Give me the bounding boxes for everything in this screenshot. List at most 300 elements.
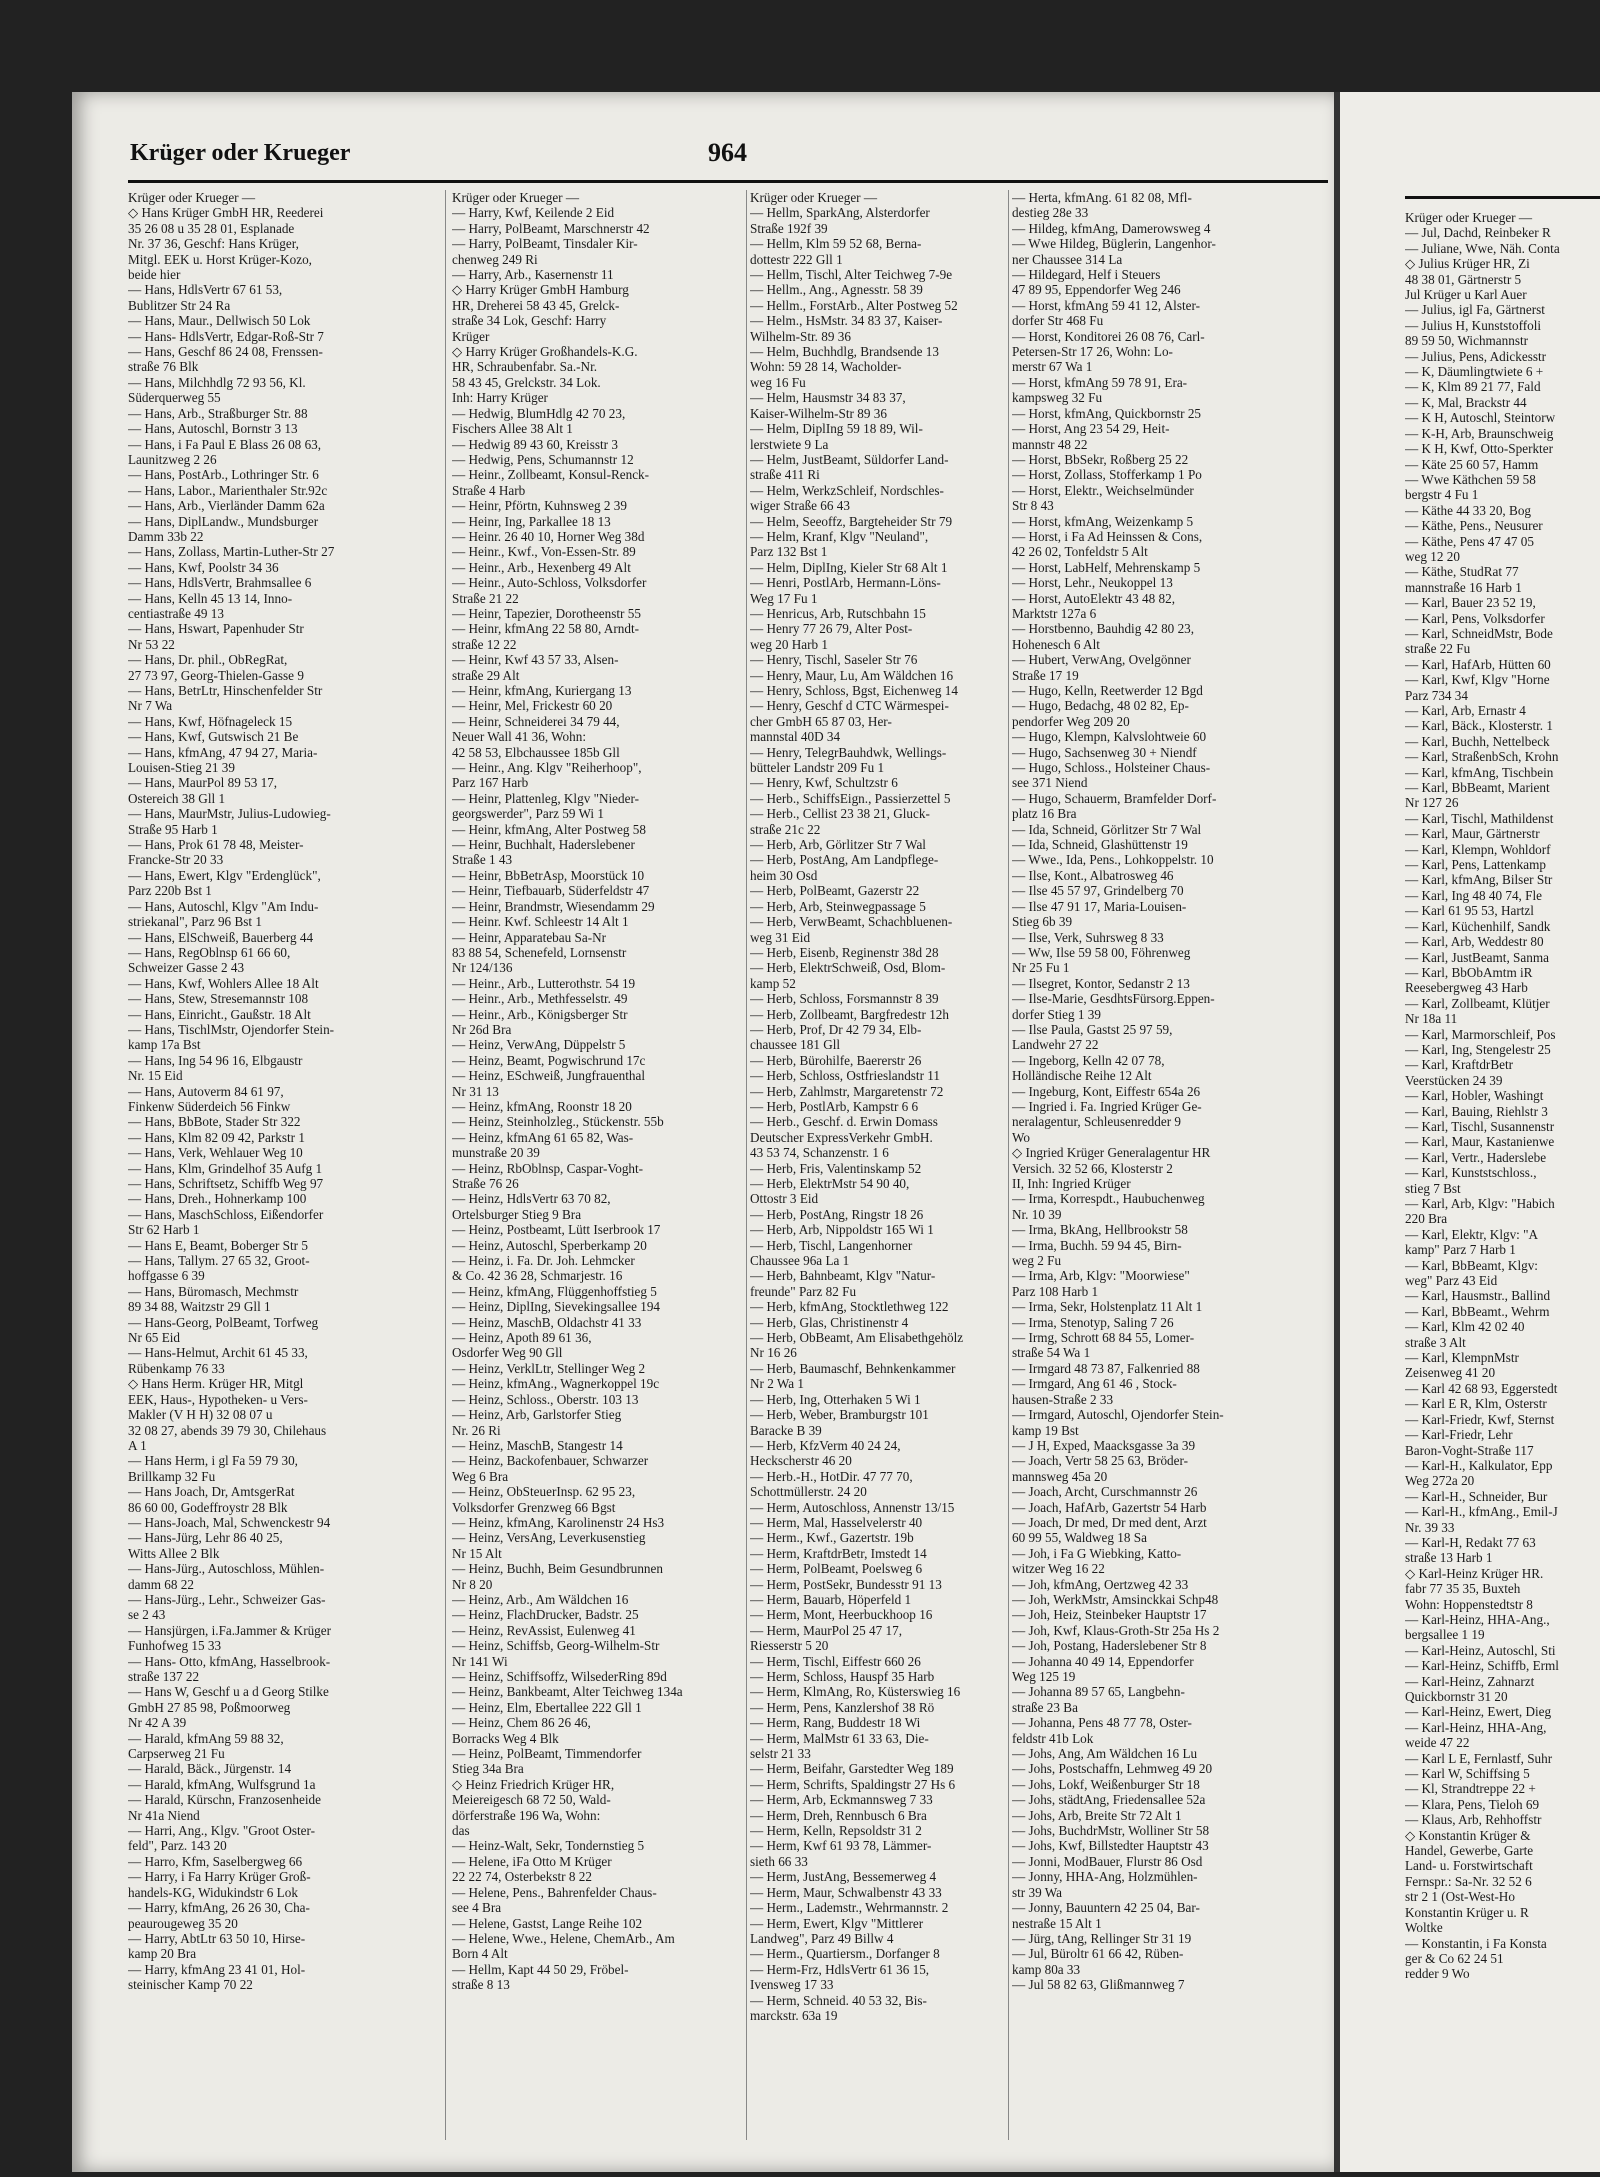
directory-entry-line: 42 58 53, Elbchaussee 185b Gll [452, 744, 620, 760]
directory-entry-line: — Heinr, Schneiderei 34 79 44, [452, 713, 620, 729]
directory-entry-line: — Ww, Ilse 59 58 00, Föhrenweg [1012, 944, 1191, 960]
directory-entry-line: mannstraße 16 Harb 1 [1405, 579, 1522, 595]
directory-entry-line: — Hans, Arb., Vierländer Damm 62a [128, 498, 325, 514]
directory-entry-line: 83 88 54, Schenefeld, Lornsenstr [452, 944, 627, 960]
directory-entry-line: — Hans, Milchhdlg 72 93 56, Kl. [128, 374, 306, 390]
directory-entry-line: — Jonny, Bauuntern 42 25 04, Bar- [1012, 1900, 1200, 1916]
directory-entry-line: — Herb, Tischl, Langenhorner [750, 1237, 913, 1253]
directory-entry-line: Meiereigesch 68 72 50, Wald- [452, 1792, 611, 1808]
directory-entry-line: — Heinz, Bankbeamt, Alter Teichweg 134a [452, 1684, 683, 1700]
directory-entry-line: damm 68 22 [128, 1576, 194, 1592]
directory-entry-line: — Heinz, Chem 86 26 46, [452, 1715, 591, 1731]
directory-entry-line: — Herb, Arb, Steinwegpassage 5 [750, 898, 926, 914]
directory-entry-line: — Heinr. Kwf. Schleestr 14 Alt 1 [452, 914, 629, 930]
directory-entry-line: das [452, 1823, 470, 1839]
directory-entry-line: — Karl, Kwf, Klgv "Horne [1405, 672, 1550, 688]
page-number: 964 [708, 138, 747, 167]
directory-entry-line: stieg 7 Bst [1405, 1180, 1461, 1196]
directory-entry-line: — Heinr., Kwf., Von-Essen-Str. 89 [452, 544, 636, 560]
directory-entry-line: — Heinz, Backofenbauer, Schwarzer [452, 1453, 649, 1469]
directory-entry-line: — Heinr, Tapezier, Dorotheenstr 55 [452, 605, 641, 621]
directory-entry-line: Nr 8 20 [452, 1576, 493, 1592]
directory-entry-line: — Horst, Zollass, Stofferkamp 1 Po [1012, 467, 1202, 483]
directory-entry-line: — Horst, i Fa Ad Heinssen & Cons, [1012, 528, 1203, 544]
directory-entry-line: — Julius, igl Fa, Gärtnerst [1405, 302, 1545, 318]
directory-entry-line: — Heinz, DiplIng, Sievekingsallee 194 [452, 1299, 661, 1315]
directory-entry-line: Jul Krüger u Karl Auer [1405, 287, 1527, 303]
directory-entry-line: Mitgl. EEK u. Horst Krüger-Kozo, [128, 251, 312, 267]
directory-entry-line: — Johs, städtAng, Friedensallee 52a [1012, 1792, 1206, 1808]
directory-entry-line: straße 54 Wa 1 [1012, 1345, 1091, 1361]
directory-entry-line: — Konstantin, i Fa Konsta [1405, 1935, 1547, 1951]
directory-entry-line: straße 29 Alt [452, 667, 520, 683]
directory-entry-line: Nr 41a Niend [128, 1807, 200, 1823]
directory-entry-line: — Horst, Ang 23 54 29, Heit- [1012, 421, 1170, 437]
directory-entry-line: — Heinr., Zollbeamt, Konsul-Renck- [452, 467, 650, 483]
directory-entry-line: — Irma, Arb, Klgv: "Moorwiese" [1012, 1268, 1190, 1284]
directory-entry-line: — Hans, Geschf 86 24 08, Frenssen- [128, 344, 323, 360]
directory-entry-line: — Helm, WerkzSchleif, Nordschles- [750, 482, 944, 498]
directory-entry-line: — Heinz, RevAssist, Eulenweg 41 [452, 1622, 636, 1638]
directory-entry-line: ◇ Hans Krüger GmbH HR, Reederei [128, 205, 324, 221]
directory-entry-line: & Co. 42 36 28, Schmarjestr. 16 [452, 1268, 623, 1284]
directory-entry-line: — Hans, DiplLandw., Mundsburger [128, 513, 319, 529]
directory-entry-line: — Harry, kfmAng 23 41 01, Hol- [128, 1961, 306, 1977]
directory-entry-line: — Helm, DiplIng, Kieler Str 68 Alt 1 [750, 559, 948, 575]
directory-entry-line: — Herb, Schloss, Ostfrieslandstr 11 [750, 1068, 940, 1084]
directory-entry-line: — Karl 42 68 93, Eggerstedt [1405, 1380, 1558, 1396]
directory-entry-line: neralagentur, Schleusenredder 9 [1012, 1114, 1182, 1130]
directory-entry-line: Konstantin Krüger u. R [1405, 1904, 1529, 1920]
directory-entry-line: Nr. 37 36, Geschf: Hans Krüger, [128, 236, 299, 252]
directory-entry-line: — Heinz, Buchh, Beim Gesundbrunnen [452, 1561, 663, 1577]
directory-entry-line: — Karl, Bauing, Riehlstr 3 [1405, 1103, 1548, 1119]
directory-entry-line: — Heinz, Arb., Am Wäldchen 16 [452, 1591, 629, 1607]
directory-entry-line: — Helm, Kranf, Klgv "Neuland", [750, 528, 929, 544]
directory-entry-line: — Karl, Ing 48 40 74, Fle [1405, 887, 1542, 903]
column-divider [746, 190, 747, 2140]
directory-entry-line: — Karl-H, Redakt 77 63 [1405, 1534, 1536, 1550]
directory-entry-line: Weg 125 19 [1012, 1669, 1076, 1684]
directory-entry-line: — Jul, Büroltr 61 66 42, Rüben- [1012, 1946, 1184, 1962]
directory-entry-line: Straße 21 22 [452, 590, 519, 606]
directory-entry-line: — K, Klm 89 21 77, Fald [1405, 379, 1541, 395]
directory-entry-line: — Johs, BuchdrMstr, Wolliner Str 58 [1012, 1823, 1210, 1839]
directory-entry-line: — Hans, Dr. phil., ObRegRat, [128, 652, 288, 668]
directory-entry-line: weg" Parz 43 Eid [1405, 1273, 1498, 1289]
directory-entry-line: — Karl W, Schiffsing 5 [1405, 1766, 1530, 1782]
directory-entry-line: straße 411 Ri [750, 467, 820, 483]
directory-entry-line: Wohn: 59 28 14, Wacholder- [750, 359, 902, 375]
directory-entry-line: — Karl-Heinz, Zahnarzt [1405, 1673, 1535, 1689]
directory-entry-line: — Herm, Schrifts, Spaldingstr 27 Hs 6 [750, 1776, 956, 1792]
directory-entry-line: — Heinr, Ing, Parkallee 18 13 [452, 513, 611, 529]
directory-entry-line: — Hans, Hswart, Papenhuder Str [128, 621, 304, 637]
directory-entry-line: — Hans- HdlsVertr, Edgar-Roß-Str 7 [128, 328, 324, 344]
directory-entry-line: Ottostr 3 Eid [750, 1191, 819, 1207]
directory-entry-line: — Hans, TischlMstr, Ojendorfer Stein- [128, 1021, 335, 1037]
directory-entry-line: — Henricus, Arb, Rutschbahn 15 [750, 605, 926, 621]
directory-entry-line: — Harry, i Fa Harry Krüger Groß- [128, 1869, 311, 1885]
directory-entry-line: — Heinz, Schiffsoffz, WilsederRing 89d [452, 1669, 667, 1684]
directory-entry-line: — Herm, Pens, Kanzlershof 38 Rö [750, 1699, 935, 1715]
directory-entry-line: — Johs, Arb, Breite Str 72 Alt 1 [1012, 1807, 1182, 1823]
directory-entry-line: steinischer Kamp 70 22 [128, 1977, 253, 1993]
directory-entry-line: — Karl-Heinz, HHA-Ang., [1405, 1611, 1550, 1627]
directory-entry-line: — Joh, Postang, Haderslebener Str 8 [1012, 1638, 1207, 1654]
directory-entry-line: 86 60 00, Godeffroystr 28 Blk [128, 1499, 288, 1515]
directory-entry-line: — Karl L E, Fernlastf, Suhr [1405, 1750, 1553, 1766]
directory-entry-line: Neuer Wall 41 36, Wohn: [452, 729, 587, 745]
column-divider [445, 190, 446, 2140]
directory-entry-line: — Hans-Jürg., Lehr., Schweizer Gas- [128, 1591, 326, 1607]
directory-entry-line: Land- u. Forstwirtschaft [1405, 1858, 1533, 1874]
directory-entry-line: chenweg 249 Ri [452, 251, 538, 267]
directory-entry-line: — Heinz, VersAng, Leverkusenstieg [452, 1530, 646, 1546]
directory-entry-line: ◇ Heinz Friedrich Krüger HR, [452, 1776, 615, 1792]
directory-entry-line: — Klaus, Arb, Rehhoffstr [1405, 1812, 1542, 1828]
directory-entry-line: Ostereich 38 Gll 1 [128, 790, 226, 806]
directory-entry-line: — Harry, AbtLtr 63 50 10, Hirse- [128, 1930, 306, 1946]
directory-entry-line: 58 43 45, Grelckstr. 34 Lok. [452, 374, 601, 390]
directory-column-5 [1405, 210, 1600, 1982]
directory-entry-line: dottestr 222 Gll 1 [750, 251, 843, 267]
directory-entry-line: Born 4 Alt [452, 1946, 508, 1962]
directory-entry-line: — Heinz, PolBeamt, Timmendorfer [452, 1746, 642, 1762]
directory-entry-line: feld", Parz. 143 20 [128, 1838, 227, 1854]
directory-entry-line: — Heinz, ObSteuerInsp. 62 95 23, [452, 1484, 636, 1500]
directory-entry-line: — Heinz, VerklLtr, Stellinger Weg 2 [452, 1360, 646, 1376]
directory-entry-line: straße 76 Blk [128, 359, 199, 375]
directory-entry-line: — Heinr, kfmAng, Alter Postweg 58 [452, 821, 646, 837]
directory-entry-line: 43 53 74, Schanzenstr. 1 6 [750, 1145, 889, 1161]
directory-entry-line: Deutscher ExpressVerkehr GmbH. [750, 1129, 933, 1145]
directory-entry-line: — Herb, KfzVerm 40 24 24, [750, 1437, 901, 1453]
directory-entry-line: — Harald, Bäck., Jürgenstr. 14 [128, 1761, 292, 1777]
directory-entry-line: — Hildeg, kfmAng, Damerowsweg 4 [1012, 220, 1211, 236]
directory-entry-line: — Joach, Dr med, Dr med dent, Arzt [1012, 1514, 1207, 1530]
directory-entry-line: bütteler Landstr 209 Fu 1 [750, 760, 885, 776]
directory-entry-line: — Hans, HdlsVertr, Brahmsallee 6 [128, 575, 312, 591]
directory-entry-line: — Herb, Arb, Nippoldstr 165 Wi 1 [750, 1222, 934, 1238]
directory-entry-line: — Heinz, HdlsVertr 63 70 82, [452, 1191, 611, 1207]
directory-entry-line: — Julius H, Kunststoffoli [1405, 317, 1542, 333]
directory-entry-line: straße 13 Harb 1 [1405, 1550, 1493, 1566]
directory-entry-line: — Horst, kfmAng, Quickbornstr 25 [1012, 405, 1202, 421]
directory-entry-line: — Horstbenno, Bauhdig 42 80 23, [1012, 621, 1195, 637]
directory-entry-line: centiastraße 49 13 [128, 605, 224, 621]
directory-entry-line: — Hellm, Kapt 44 50 29, Fröbel- [452, 1961, 629, 1977]
directory-entry-line: weg 2 Fu [1012, 1253, 1062, 1269]
directory-entry-line: — Horst, Lehr., Neukoppel 13 [1012, 575, 1173, 591]
directory-entry-line: — Heinr., Arb., Methfesselstr. 49 [452, 991, 628, 1007]
directory-entry-line: Baron-Voght-Straße 117 [1405, 1442, 1534, 1458]
directory-entry-line: Baracke B 39 [750, 1422, 822, 1438]
directory-entry-line: — Helene, Pens., Bahrenfelder Chaus- [452, 1884, 657, 1900]
directory-entry-line: — Heinz, Postbeamt, Lütt Iserbrook 17 [452, 1222, 661, 1238]
directory-entry-line: straße 8 13 [452, 1977, 510, 1993]
directory-entry-line: — Herb., Cellist 23 38 21, Gluck- [750, 806, 930, 822]
directory-entry-line: GmbH 27 85 98, Poßmoorweg [128, 1699, 291, 1715]
directory-entry-line: — Karl, Arb, Klgv: "Habich [1405, 1196, 1555, 1211]
directory-entry-line: Chaussee 96a La 1 [750, 1253, 850, 1269]
directory-entry-line: — Hans, Ewert, Klgv "Erdenglück", [128, 867, 321, 883]
directory-entry-line: selstr 21 33 [750, 1746, 811, 1762]
directory-entry-line: — Hans, Büromasch, Mechmstr [128, 1283, 299, 1299]
directory-entry-line: weg 20 Harb 1 [750, 636, 829, 652]
directory-entry-line: — Herm, Schneid. 40 53 32, Bis- [750, 1992, 927, 2008]
directory-entry-line: — Hellm, Tischl, Alter Teichweg 7-9e [750, 267, 953, 283]
directory-entry-line: — Heinr., Auto-Schloss, Volksdorfer [452, 575, 647, 591]
directory-entry-line: — Karl, Zollbeamt, Klütjer [1405, 995, 1550, 1011]
directory-entry-line: weg 31 Eid [750, 929, 811, 945]
directory-entry-line: — Ilse Paula, Gastst 25 97 59, [1012, 1021, 1173, 1037]
directory-entry-line: Weg 17 Fu 1 [750, 590, 818, 606]
directory-entry-line: — Herb, VerwBeamt, Schachbluenen- [750, 914, 953, 930]
directory-entry-line: — Henri, PostlArb, Hermann-Löns- [750, 575, 941, 591]
directory-entry-line: — Helene, Wwe., Helene, ChemArb., Am [452, 1930, 675, 1946]
directory-entry-line: — Heinr, Plattenleg, Klgv "Nieder- [452, 790, 639, 806]
directory-entry-line: Süderquerweg 55 [128, 390, 221, 406]
directory-entry-line: dorfer Stieg 1 39 [1012, 1006, 1101, 1022]
directory-entry-line: — Heinr, Apparatebau Sa-Nr [452, 929, 607, 945]
directory-entry-line: — Herb, Schloss, Forsmannstr 8 39 [750, 991, 939, 1007]
directory-entry-line: — Käthe, Pens., Neusurer [1405, 518, 1543, 534]
directory-entry-line: — Heinz, Steinholzleg., Stückenstr. 55b [452, 1114, 664, 1130]
directory-entry-line: Nr 15 Alt [452, 1545, 502, 1561]
directory-entry-line: — Hedwig, BlumHdlg 42 70 23, [452, 405, 626, 421]
directory-entry-line: — Horst, Konditorei 26 08 76, Carl- [1012, 328, 1205, 344]
directory-entry-line: kamp 20 Bra [128, 1946, 197, 1962]
directory-entry-line: — Johanna, Pens 48 77 78, Oster- [1012, 1715, 1192, 1731]
directory-entry-line: — Hans-Helmut, Archit 61 45 33, [128, 1345, 308, 1361]
directory-entry-line: Hohenesch 6 Alt [1012, 636, 1100, 652]
directory-entry-line: ner Chaussee 314 La [1012, 251, 1123, 267]
directory-entry-line: — Hans, Kwf, Gutswisch 21 Be [128, 729, 299, 745]
directory-entry-line: — Heinz, Beamt, Pogwischrund 17c [452, 1052, 646, 1068]
directory-entry-line: EEK, Haus-, Hypotheken- u Vers- [128, 1391, 308, 1407]
directory-entry-line: 35 26 08 u 35 28 01, Esplanade [128, 220, 295, 236]
directory-entry-line: — Joh, Kwf, Klaus-Groth-Str 25a Hs 2 [1012, 1622, 1220, 1638]
directory-entry-line: — Karl-Friedr, Lehr [1405, 1427, 1513, 1443]
directory-entry-line: — Herb, Baumaschf, Behnkenkammer [750, 1360, 956, 1376]
directory-entry-line: — Heinr, kfmAng, Kuriergang 13 [452, 683, 632, 698]
directory-entry-line: — Herb, Bürohilfe, Baererstr 26 [750, 1052, 922, 1068]
directory-entry-line: Petersen-Str 17 26, Wohn: Lo- [1012, 344, 1173, 360]
directory-entry-line: — Karl, Küchenhilf, Sandk [1405, 918, 1551, 934]
directory-entry-line: — Herb, Zollbeamt, Bargfredestr 12h [750, 1006, 949, 1022]
directory-entry-line: — Horst, LabHelf, Mehrenskamp 5 [1012, 559, 1201, 575]
directory-entry-line: — Hans Joach, Dr, AmtsgerRat [128, 1484, 295, 1500]
directory-entry-line: Parz 734 34 [1405, 687, 1468, 703]
directory-entry-line: — Karl E R, Klm, Osterstr [1405, 1396, 1547, 1412]
directory-entry-line: Nr 31 13 [452, 1083, 499, 1099]
directory-entry-line: Straße 17 19 [1012, 667, 1079, 683]
directory-entry-line: II, Inh: Ingried Krüger [1012, 1176, 1131, 1191]
directory-entry-line: Straße 192f 39 [750, 220, 828, 236]
directory-entry-line: Krüger oder Krueger — [452, 190, 580, 205]
directory-entry-line: — Heinz, Schloss., Oberstr. 103 13 [452, 1391, 639, 1407]
directory-entry-line: — Karl, Ing, Stengelestr 25 [1405, 1041, 1551, 1057]
directory-entry-line: Nr 124/136 [452, 960, 513, 976]
directory-entry-line: Nr 141 Wi [452, 1653, 508, 1669]
directory-entry-line: — Herm, KraftdrBetr, Imstedt 14 [750, 1545, 927, 1561]
directory-entry-line: — Herm, Schloss, Hauspf 35 Harb [750, 1669, 935, 1684]
directory-entry-line: — Herm, MalMstr 61 33 63, Die- [750, 1730, 929, 1746]
directory-entry-line: hausen-Straße 2 33 [1012, 1391, 1114, 1407]
directory-entry-line: — Johs, Lokf, Weißenburger Str 18 [1012, 1776, 1200, 1792]
directory-entry-line: Nr 18a 11 [1405, 1011, 1458, 1027]
directory-entry-line: — Hans, ElSchweiß, Bauerberg 44 [128, 929, 314, 945]
directory-entry-line: kamp 80a 33 [1012, 1961, 1081, 1977]
directory-entry-line: — Heinr, Mel, Frickestr 60 20 [452, 698, 613, 714]
directory-entry-line: — Joach, HafArb, Gazertstr 54 Harb [1012, 1499, 1207, 1515]
directory-entry-line: — Herb., SchiffsEign., Passierzettel 5 [750, 790, 951, 806]
directory-entry-line: — Karl, StraßenbSch, Krohn [1405, 749, 1559, 765]
directory-entry-line: lerstwiete 9 La [750, 436, 829, 452]
directory-entry-line: Schottmüllerstr. 24 20 [750, 1484, 867, 1500]
directory-entry-line: — Hans, BbBote, Stader Str 322 [128, 1114, 301, 1130]
directory-entry-line: — Harri, Ang., Klgv. "Groot Oster- [128, 1823, 316, 1839]
directory-entry-line: — Heinz, MaschB, Stangestr 14 [452, 1437, 623, 1453]
directory-entry-line: straße 21c 22 [750, 821, 821, 837]
directory-entry-line: ◇ Harry Krüger GmbH Hamburg [452, 282, 629, 298]
directory-entry-line: weg 16 Fu [750, 374, 806, 390]
directory-entry-line: — Herb, Zahlmstr, Margaretenstr 72 [750, 1083, 944, 1099]
directory-entry-line: Parz 132 Bst 1 [750, 544, 828, 560]
directory-entry-line: — Herm., Kwf., Gazertstr. 19b [750, 1530, 914, 1546]
directory-entry-line: Nr 25 Fu 1 [1012, 960, 1070, 976]
directory-entry-line: Nr. 39 33 [1405, 1519, 1455, 1535]
directory-entry-line: Wo [1012, 1129, 1030, 1145]
directory-entry-line: striekanal", Parz 96 Bst 1 [128, 914, 262, 930]
directory-entry-line: — Heinz, kfmAng, Karolinenstr 24 Hs3 [452, 1514, 665, 1530]
directory-entry-line: — Herm, Autoschloss, Annenstr 13/15 [750, 1499, 955, 1515]
directory-entry-line: Nr 7 Wa [128, 698, 173, 714]
directory-entry-line: ◇ Karl-Heinz Krüger HR. [1405, 1565, 1544, 1581]
directory-entry-line: — Henry, TelegrBauhdwk, Wellings- [750, 744, 947, 760]
directory-entry-line: — K H, Kwf, Otto-Sperkter [1405, 441, 1553, 457]
directory-entry-line: — Heinz, VerwAng, Düppelstr 5 [452, 1037, 626, 1053]
directory-entry-line: — Karl, Pens, Volksdorfer [1405, 610, 1545, 626]
directory-entry-line: Nr 53 22 [128, 636, 175, 652]
directory-entry-line: kamp 17a Bst [128, 1037, 201, 1053]
directory-entry-line: — Irma, Stenotyp, Saling 7 26 [1012, 1314, 1174, 1330]
directory-entry-line: — Harry, PolBeamt, Tinsdaler Kir- [452, 236, 638, 252]
directory-entry-line: Veerstücken 24 39 [1405, 1072, 1503, 1088]
directory-entry-line: — Herm., Lademstr., Wehrmannstr. 2 [750, 1900, 949, 1916]
directory-entry-line: straße 23 Ba [1012, 1699, 1078, 1715]
directory-entry-line: — Heinr, Buchhalt, Haderslebener [452, 837, 635, 853]
directory-entry-line: kamp 19 Bst [1012, 1422, 1079, 1438]
directory-entry-line: — Karl-H., Kalkulator, Epp [1405, 1457, 1553, 1473]
directory-entry-line: — Hugo, Schauerm, Bramfelder Dorf- [1012, 790, 1217, 806]
directory-entry-line: — Hans, Schriftsetz, Schiffb Weg 97 [128, 1176, 324, 1191]
directory-entry-line: — Hans, Kelln 45 13 14, Inno- [128, 590, 293, 606]
directory-entry-line: — Kl, Strandtreppe 22 + [1405, 1781, 1536, 1797]
directory-entry-line: Riesserstr 5 20 [750, 1638, 829, 1654]
directory-entry-line: — Herm, Kelln, Repsoldstr 31 2 [750, 1823, 922, 1839]
directory-entry-line: — Karl-H., kfmAng., Emil-J [1405, 1504, 1558, 1520]
directory-entry-line: handels-KG, Widukindstr 6 Lok [128, 1884, 298, 1900]
directory-entry-line: — Karl, Tischl, Mathildenst [1405, 810, 1554, 826]
directory-entry-line: — Horst, kfmAng, Weizenkamp 5 [1012, 513, 1194, 529]
directory-entry-line: 89 34 88, Waitzstr 29 Gll 1 [128, 1299, 271, 1315]
directory-entry-line: — Ilse, Verk, Suhrsweg 8 33 [1012, 929, 1164, 945]
directory-column-1 [128, 190, 438, 1993]
directory-entry-line: — Ilse 45 57 97, Grindelberg 70 [1012, 883, 1184, 899]
directory-entry-line: — Hans-Jürg., Autoschloss, Mühlen- [128, 1561, 325, 1577]
directory-entry-line: Landweg", Parz 49 Billw 4 [750, 1930, 894, 1946]
directory-entry-line: — Käte 25 60 57, Hamm [1405, 456, 1539, 472]
directory-entry-line: — Ingried i. Fa. Ingried Krüger Ge- [1012, 1098, 1202, 1114]
directory-entry-line: — Hugo, Klempn, Kalvslohtweie 60 [1012, 729, 1207, 745]
directory-entry-line: — Harro, Kfm, Saselbergweg 66 [128, 1853, 303, 1869]
directory-entry-line: — Hugo, Sachsenweg 30 + Niendf [1012, 744, 1197, 760]
directory-entry-line: — Karl-H., Schneider, Bur [1405, 1488, 1548, 1504]
directory-entry-line: — Irma, Korrespdt., Haubuchenweg [1012, 1191, 1205, 1207]
directory-entry-line: Osdorfer Weg 90 Gll [452, 1345, 563, 1361]
directory-entry-line: — Heinz, Arb, Garlstorfer Stieg [452, 1407, 622, 1423]
directory-entry-line: — Harry, PolBeamt, Marschnerstr 42 [452, 220, 650, 236]
directory-entry-line: ◇ Harry Krüger Großhandels-K.G. [452, 344, 638, 360]
directory-entry-line: Wohn: Hoppenstedtstr 8 [1405, 1596, 1533, 1612]
directory-entry-line: kampsweg 32 Fu [1012, 390, 1103, 406]
directory-entry-line: Launitzweg 2 26 [128, 451, 217, 467]
running-head: Krüger oder Krueger [130, 140, 351, 166]
directory-entry-line: georgswerder", Parz 59 Wi 1 [452, 806, 604, 822]
directory-entry-line: — Herb, PostlArb, Kampstr 6 6 [750, 1098, 919, 1114]
directory-entry-line: — Herb, Ing, Otterhaken 5 Wi 1 [750, 1391, 921, 1407]
directory-entry-line: — Herm, Tischl, Eiffestr 660 26 [750, 1653, 921, 1669]
directory-entry-line: — Karl, BbObAmtm iR [1405, 964, 1533, 980]
directory-entry-line: Parz 167 Harb [452, 775, 529, 791]
directory-entry-line: — Herm, Rang, Buddestr 18 Wi [750, 1715, 921, 1731]
directory-entry-line: Heckscherstr 46 20 [750, 1453, 852, 1469]
directory-entry-line: see 371 Niend [1012, 775, 1088, 791]
directory-entry-line: — Herb., Geschf. d. Erwin Domass [750, 1114, 938, 1130]
directory-entry-line: — Karl, Klm 42 02 40 [1405, 1319, 1525, 1335]
directory-entry-line: — Johs, Kwf, Billstedter Hauptstr 43 [1012, 1838, 1209, 1854]
directory-column-3 [750, 190, 1012, 2023]
directory-entry-line: — Karl-Heinz, HHA-Ang, [1405, 1719, 1547, 1735]
directory-entry-line: — Heinr, Tiefbauarb, Süderfeldstr 47 [452, 883, 650, 899]
directory-entry-line: ◇ Ingried Krüger Generalagentur HR [1012, 1145, 1211, 1161]
directory-entry-line: — Wwe Hildeg, Büglerin, Langenhor- [1012, 236, 1216, 252]
directory-entry-line: ◇ Julius Krüger HR, Zi [1405, 256, 1530, 272]
directory-entry-line: — Hedwig, Pens, Schumannstr 12 [452, 451, 634, 467]
directory-entry-line: platz 16 Bra [1012, 806, 1077, 822]
directory-entry-line: — Joh, Heiz, Steinbeker Hauptstr 17 [1012, 1607, 1207, 1623]
directory-entry-line: — Harald, kfmAng, Wulfsgrund 1a [128, 1776, 316, 1792]
directory-entry-line: Carpserweg 21 Fu [128, 1746, 225, 1762]
directory-entry-line: Witts Allee 2 Blk [128, 1545, 220, 1561]
directory-entry-line: Brillkamp 32 Fu [128, 1468, 216, 1484]
directory-entry-line: redder 9 Wo [1405, 1966, 1470, 1982]
directory-entry-line: mannsweg 45a 20 [1012, 1468, 1108, 1484]
directory-entry-line: heim 30 Osd [750, 867, 818, 883]
directory-entry-line: Nr 16 26 [750, 1345, 797, 1361]
directory-entry-line: — Helm, Hausmstr 34 83 37, [750, 390, 906, 406]
directory-entry-line: Nr. 26 Ri [452, 1422, 501, 1438]
directory-entry-line: Woltke [1405, 1920, 1443, 1936]
directory-entry-line: — Irmg, Schrott 68 84 55, Lomer- [1012, 1330, 1195, 1346]
directory-entry-line: 42 26 02, Tonfeldstr 5 Alt [1012, 544, 1148, 560]
directory-entry-line: — Karl, Pens, Lattenkamp [1405, 857, 1546, 873]
directory-entry-line: — Herb, ObBeamt, Am Elisabethgehölz [750, 1330, 964, 1346]
directory-entry-line: straße 12 22 [452, 636, 517, 652]
directory-entry-line: — Harry, kfmAng, 26 26 30, Cha- [128, 1900, 310, 1916]
